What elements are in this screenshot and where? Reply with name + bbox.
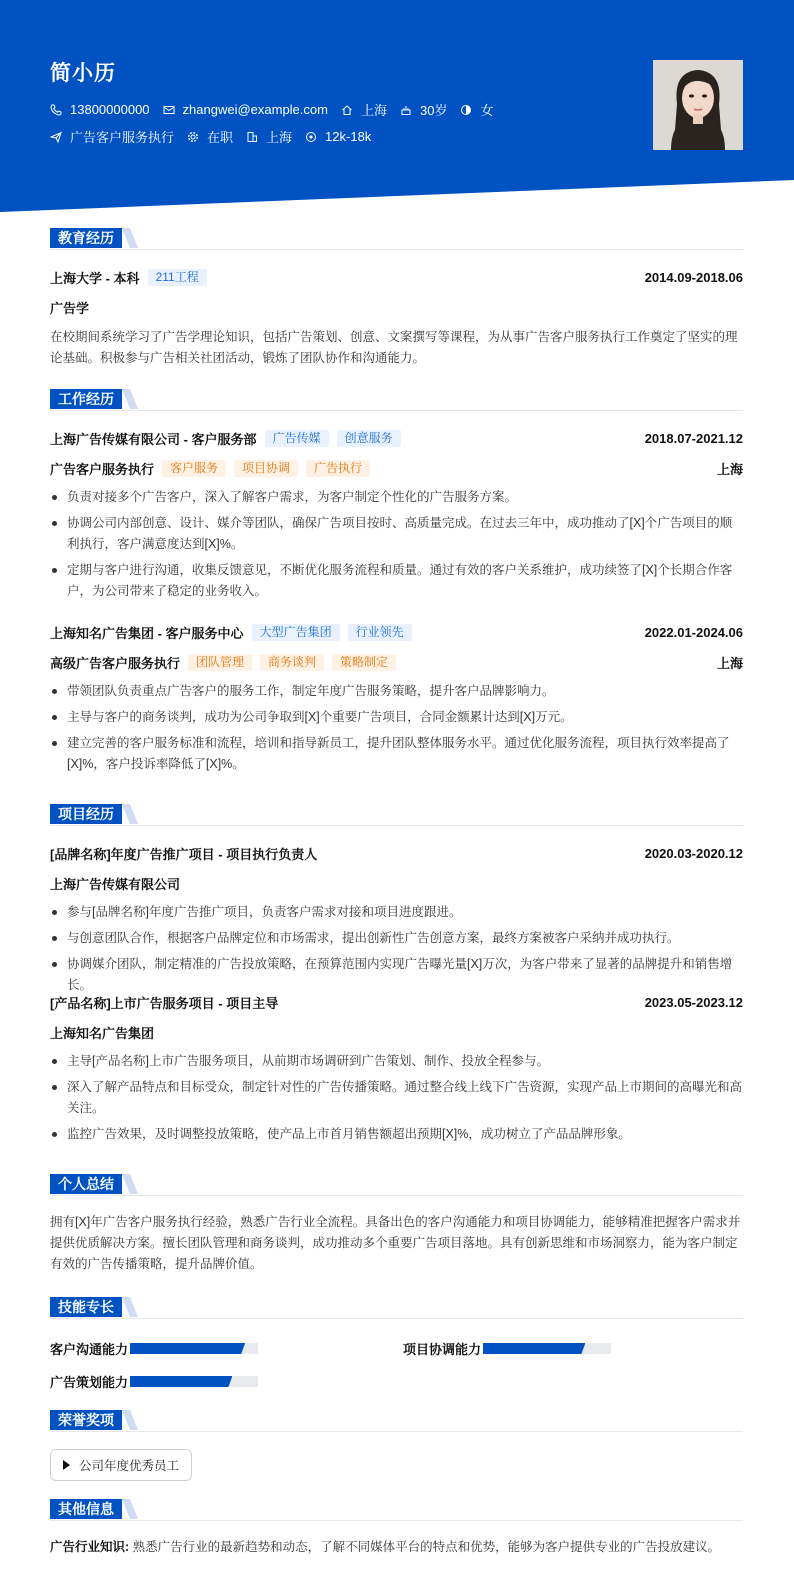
profile-photo [653,60,743,150]
skill-fill [130,1376,232,1387]
target-job-item [50,127,174,146]
section-work [50,389,743,411]
education-row [50,268,743,287]
cake-icon [400,104,412,116]
other-label: 广告行业知识: [50,1540,130,1554]
portrait-image [653,60,743,150]
section-slant [122,1499,138,1519]
work-position-row [50,459,743,478]
work-position-row [50,653,743,672]
skill-item [403,1339,611,1358]
status-item [187,127,233,146]
work-bullets [50,681,743,780]
section-slant [122,389,138,409]
project-company-row [50,1023,743,1042]
target-city-text: 上海 [266,130,293,145]
section-projects [50,804,743,826]
target-city-item [246,127,292,146]
skill-name: 客户沟通能力 [50,1342,129,1357]
salary-item [305,129,371,144]
section-title: 教育经历 [50,228,122,248]
section-divider [50,410,743,411]
list-item: 与创意团队合作，根据客户品牌定位和市场需求，提出创新性广告创意方案，最终方案被客户采纳并成功执行。 [50,928,743,949]
skill-bar [483,1343,611,1354]
gender-icon [460,104,472,116]
company-name: 上海广告传媒有限公司 - 客户服务部 [50,432,257,447]
list-item: 主导与客户的商务谈判，成功为公司争取到[X]个重要广告项目，合同金额累计达到[X]万元。 [50,707,743,728]
gender-text: 女 [480,103,494,118]
list-item: 带领团队负责重点广告客户的服务工作，制定年度广告服务策略，提升客户品牌影响力。 [50,681,743,702]
email-item [163,102,328,117]
work-city: 上海 [716,656,743,671]
project-period: 2023.05-2023.12 [644,995,743,1010]
phone-item [50,102,150,117]
target-job-text: 广告客户服务执行 [70,130,175,145]
position-tag: 项目协调 [234,460,298,477]
play-icon [63,1460,70,1470]
company-tag: 创意服务 [337,430,401,447]
section-slant [122,1174,138,1194]
phone-icon [50,104,62,116]
gear-icon [187,131,199,143]
gender-item [460,100,493,119]
building-icon [246,131,258,143]
skill-fill [130,1343,245,1354]
school-name: 上海大学 - 本科 [50,271,140,286]
email-text: zhangwei@example.com [182,102,328,117]
position-tag: 策略制定 [332,654,396,671]
skill-item [50,1339,258,1358]
list-item: 主导[产品名称]上市广告服务项目，从前期市场调研到广告策划、制作、投放全程参与。 [50,1051,743,1072]
section-slant [122,1410,138,1430]
list-item: 监控广告效果，及时调整投放策略，使产品上市首月销售额超出预期[X]%，成功树立了产品品牌形象。 [50,1124,743,1145]
company-tag: 行业领先 [348,624,412,641]
company-tag: 大型广告集团 [252,624,340,641]
section-title: 其他信息 [50,1499,122,1519]
skill-name: 广告策划能力 [50,1375,129,1390]
other-text: 熟悉广告行业的最新趋势和动态，了解不同媒体平台的特点和优势，能够为客户提供专业的广告投放建议。 [132,1540,721,1554]
work-period: 2022.01-2024.06 [644,625,743,640]
list-item: 参与[品牌名称]年度广告推广项目，负责客户需求对接和项目进度跟进。 [50,902,743,923]
project-company: 上海广告传媒有限公司 [50,877,181,892]
mail-icon [163,104,175,116]
project-title: [产品名称]上市广告服务项目 - 项目主导 [50,996,279,1011]
send-icon [50,131,62,143]
money-icon [305,131,317,143]
section-awards [50,1410,743,1432]
position-name: 高级广告客户服务执行 [50,656,181,671]
list-item: 协调媒介团队，制定精准的广告投放策略，在预算范围内实现广告曝光量[X]万次，为客户带来了显著的品牌提升和销售增长。 [50,954,743,996]
home-icon [341,104,353,116]
section-divider [50,825,743,826]
skill-bar [130,1343,258,1354]
section-divider [50,1431,743,1432]
age-text: 30岁 [419,103,448,118]
skill-name: 项目协调能力 [403,1342,482,1357]
major-row [50,298,743,317]
project-period: 2020.03-2020.12 [644,846,743,861]
section-education [50,228,743,250]
section-title: 荣誉奖项 [50,1410,122,1430]
position-tag: 团队管理 [188,654,252,671]
location-text: 上海 [360,103,387,118]
list-item: 负责对接多个广告客户，深入了解客户需求，为客户制定个性化的广告服务方案。 [50,487,743,508]
section-other [50,1499,743,1521]
age-item [400,100,447,119]
education-description: 在校期间系统学习了广告学理论知识，包括广告策划、创意、文案撰写等课程，为从事广告客户服务执行工作奠定了坚实的理论基础。积极参与广告相关社团活动，锻炼了团队协作和沟通能力。 [50,330,738,365]
candidate-name: 简小历 [50,62,116,85]
skill-fill [483,1343,585,1354]
section-title: 技能专长 [50,1297,122,1317]
section-divider [50,249,743,250]
section-divider [50,1318,743,1319]
work-company-row [50,429,743,448]
work-bullets [50,487,743,607]
company-tag: 广告传媒 [265,430,329,447]
project-company: 上海知名广告集团 [50,1026,155,1041]
job-intent-row [50,127,384,146]
list-item: 协调公司内部创意、设计、媒介等团队，确保广告项目按时、高质量完成。在过去三年中，成功推动了[X]个广告项目的顺利执行，客户满意度达到[X]%。 [50,513,743,555]
work-city: 上海 [716,462,743,477]
summary-text: 拥有[X]年广告客户服务执行经验，熟悉广告行业全流程。具备出色的客户沟通能力和项目协调能力，能够精准把握客户需求并提供优质解决方案。擅长团队管理和商务谈判，成功推动多个重要广告项目落地。具有创新思维和市场洞察力，能为客户制定有效的广告传播策略，提升品牌价值。 [50,1215,741,1271]
position-name: 广告客户服务执行 [50,462,155,477]
work-company-row [50,623,743,642]
section-divider [50,1520,743,1521]
project-title: [品牌名称]年度广告推广项目 - 项目执行负责人 [50,847,318,862]
work-period: 2018.07-2021.12 [644,431,743,446]
contact-row [50,100,506,119]
project-title-row [50,844,743,863]
phone-text: 13800000000 [70,102,150,117]
skill-item [50,1372,258,1391]
award-item[interactable] [50,1449,192,1481]
list-item: 定期与客户进行沟通，收集反馈意见，不断优化服务流程和质量。通过有效的客户关系维护，成功续签了[X]个长期合作客户，为公司带来了稳定的业务收入。 [50,560,743,602]
section-title: 项目经历 [50,804,122,824]
section-summary [50,1174,743,1196]
position-tag: 广告执行 [306,460,370,477]
other-info [50,1537,720,1555]
project-bullets [50,902,743,1001]
project-bullets [50,1051,743,1150]
status-text: 在职 [207,130,234,145]
school-tag: 211工程 [148,269,207,286]
major-name: 广告学 [50,301,90,316]
education-period: 2014.09-2018.06 [644,270,743,285]
company-name: 上海知名广告集团 - 客户服务中心 [50,626,244,641]
list-item: 深入了解产品特点和目标受众，制定针对性的广告传播策略。通过整合线上线下广告资源，实现产品上市期间的高曝光和高关注。 [50,1077,743,1119]
section-title: 工作经历 [50,389,122,409]
position-tag: 客户服务 [162,460,226,477]
section-slant [122,228,138,248]
section-slant [122,1297,138,1317]
section-divider [50,1195,743,1196]
award-label: 公司年度优秀员工 [79,1459,180,1473]
section-slant [122,804,138,824]
skill-bar [130,1376,258,1387]
project-company-row [50,874,743,893]
location-item [341,100,387,119]
resume-header [0,0,794,212]
position-tag: 商务谈判 [260,654,324,671]
list-item: 建立完善的客户服务标准和流程，培训和指导新员工，提升团队整体服务水平。通过优化服务流程，项目执行效率提高了[X]%，客户投诉率降低了[X]%。 [50,733,743,775]
salary-text: 12k-18k [325,129,372,144]
section-title: 个人总结 [50,1174,122,1194]
section-skills [50,1297,743,1319]
project-title-row [50,993,743,1012]
